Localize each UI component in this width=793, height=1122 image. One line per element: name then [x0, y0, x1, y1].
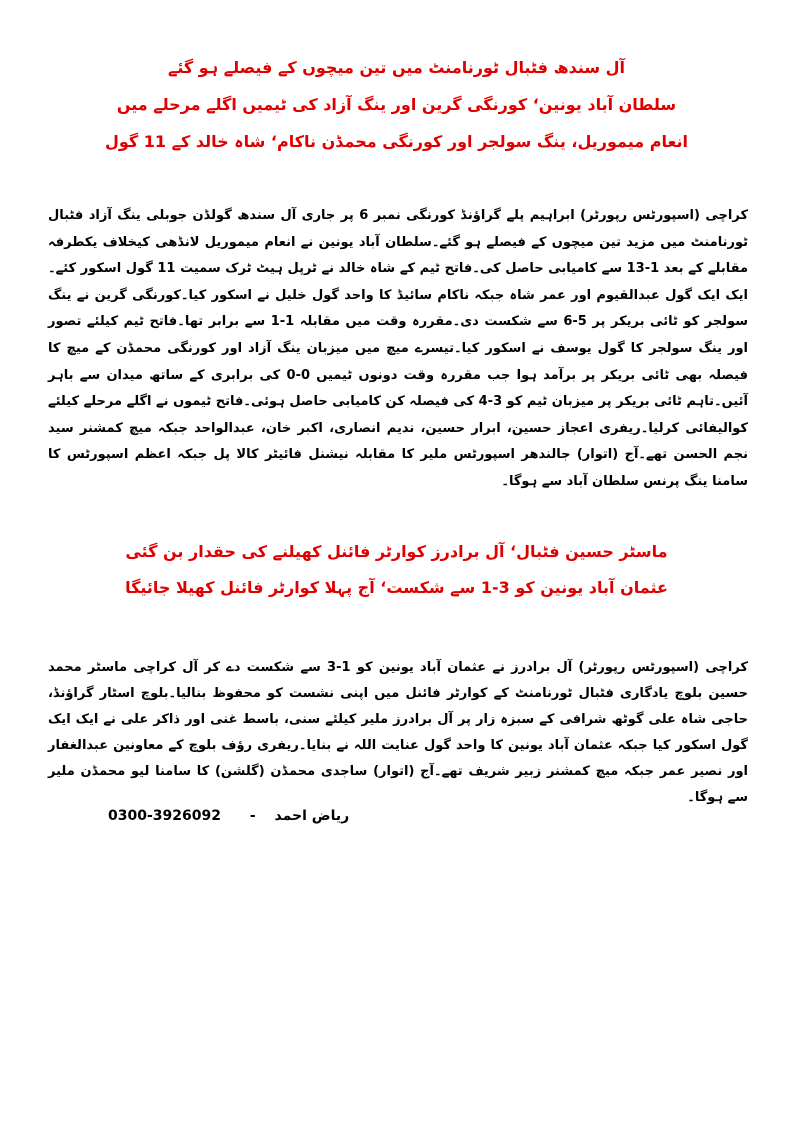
story-2-body: کراچی (اسپورٹس رپورٹر) آل برادرز نے عثمان آباد یونین کو 1-3 سے شکست دے کر آل کراچی ماسٹر محمد حسین بلوچ یادگاری فٹبال ٹورنامنٹ کے کوارٹر فائنل میں اپنی نشست کو محفوظ بنالیا۔بلوچ اسٹار گراؤنڈ، حاجی شاہ علی گوٹھ شرافی کے سبزہ زار پر آل برادرز ملیر کیلئے سنی، باسط غنی اور ذاکر علی نے ایک ایک گول اسکور کیا جبکہ عثمان آباد یونین کا واحد گول عنایت اللہ نے بنایا۔ریفری رؤف بلوچ کے معاونین عبدالغفار اور نصیر عمر جبکہ میچ کمشنر زبیر شریف تھے۔آج (اتوار) ساجدی محمڈن (گلشن) کا سامنا لیو محمڈن ملیر سے ہوگا۔: [48, 660, 748, 805]
story-1-headline-2: سلطان آباد یونین‘ کورنگی گرین اور ینگ آزاد کی ٹیمیں اگلے مرحلے میں: [116, 95, 677, 114]
story-2-headline-1: ماسٹر حسین فٹبال‘ آل برادرز کوارٹر فائنل کھیلنے کی حقدار بن گئی: [125, 542, 668, 561]
story-1-headline-1: آل سندھ فٹبال ٹورنامنٹ میں تین میچوں کے فیصلے ہو گئے: [167, 58, 626, 77]
story-1-headline-3: انعام میموریل، ینگ سولجر اور کورنگی محمڈن ناکام‘ شاہ خالد کے 11 گول: [104, 132, 688, 151]
reporter-separator: -: [249, 808, 256, 824]
story-1-body: کراچی (اسپورٹس رپورٹر) ابراہیم پلے گراؤنڈ کورنگی نمبر 6 پر جاری آل سندھ گولڈن جوبلی ینگ آزاد فٹبال ٹورنامنٹ میں مزید تین میچوں کے فیصلے ہو گئے۔سلطان آباد یونین نے انعام میموریل لانڈھی کیخلاف یکطرفہ مقابلے کے بعد 1-13 سے کامیابی حاصل کی۔فاتح ٹیم کے شاہ خالد نے ٹرپل ہیٹ ٹرک سمیت 11 گول اسکور کئے۔ایک ایک گول عبدالقیوم اور عمر شاہ جبکہ ناکام سائیڈ کا واحد گول خلیل نے اسکور کیا۔کورنگی گرین نے ینگ سولجر کو ٹائی بریکر پر 5-6 سے شکست دی۔مقررہ وقت میں مقابلہ 1-1 سے برابر تھا۔فاتح ٹیم کیلئے تصور اور ینگ سولجر کا گول یوسف نے اسکور کیا۔تیسرے میچ میں میزبان ینگ آزاد اور کورنگی محمڈن کے میچ کا فیصلہ بھی ٹائی بریکر پر برآمد ہوا جب مقررہ وقت دونوں ٹیمیں 0-0 کی برابری کے ساتھ میدان سے باہر آئیں۔تاہم ٹائی بریکر پر میزبان ٹیم کو 3-4 کی فیصلہ کن کامیابی حاصل ہوئی۔فاتح ٹیموں نے اگلے مرحلے کیلئے کوالیفائی کرلیا۔ریفری اعجاز حسین، ابرار حسین، ندیم انصاری، اکبر خان، عبدالواحد جبکہ میچ کمشنر سید نجم الحسن تھے۔آج (اتوار) جالندھر اسپورٹس ملیر کا مقابلہ نیشنل فائیٹر کالا پل جبکہ اعظم اسپورٹس کا سامنا ینگ پرنس سلطان آباد سے ہوگا۔: [48, 208, 749, 489]
reporter-phone: 0300-3926092: [108, 808, 221, 824]
reporter-line: [108, 805, 350, 827]
reporter-name: ریاض احمد: [274, 808, 350, 824]
story-2-headline-2: عثمان آباد یونین کو 3-1 سے شکست‘ آج پہلا کوارٹر فائنل کھیلا جائیگا: [125, 578, 668, 597]
